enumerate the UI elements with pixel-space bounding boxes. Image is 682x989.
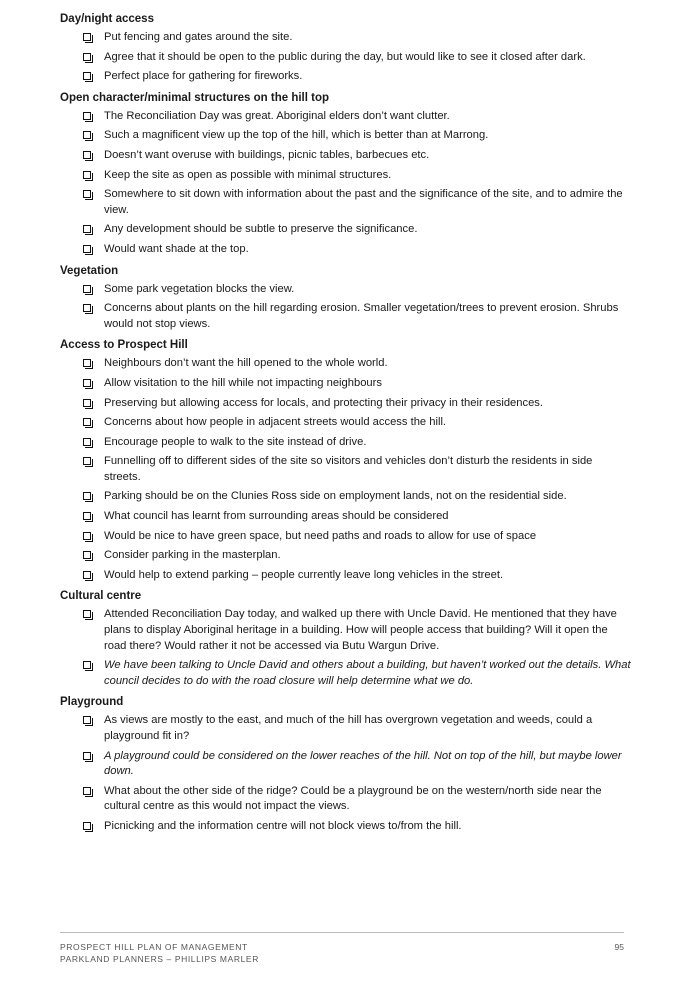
section-heading: Access to Prospect Hill <box>60 339 188 352</box>
list-item-text: Such a magnificent view up the top of the hill, which is better than at Marrong. <box>104 129 489 142</box>
list-item-text: Would be nice to have green space, but need paths and roads to allow for use of space <box>104 529 537 542</box>
list-item <box>60 396 632 412</box>
list-item-text: Keep the site as open as possible with minimal structures. <box>104 168 392 181</box>
bullet-list <box>60 282 632 333</box>
list-item-text: Encourage people to walk to the site instead of drive. <box>104 435 367 448</box>
list-item <box>60 529 632 545</box>
list-item-text: Concerns about how people in adjacent streets would access the hill. <box>104 416 447 429</box>
checkbox-bullet-icon <box>83 512 91 520</box>
checkbox-bullet-icon <box>83 225 91 233</box>
list-item <box>60 168 632 184</box>
list-item-text: What council has learnt from surrounding areas should be considered <box>104 510 449 523</box>
list-item <box>60 415 632 431</box>
list-item <box>60 568 632 584</box>
list-item-text: Parking should be on the Clunies Ross side on employment lands, not on the residential side. <box>104 490 567 503</box>
list-item-text: Neighbours don’t want the hill opened to the whole world. <box>104 357 388 370</box>
checkbox-bullet-icon <box>83 33 91 41</box>
checkbox-bullet-icon <box>83 359 91 367</box>
section <box>60 12 632 85</box>
bullet-list <box>60 356 632 583</box>
list-item-text: A playground could be considered on the lower reaches of the hill. Not on top of the hill, but maybe lower down. <box>104 749 622 778</box>
checkbox-bullet-icon <box>83 571 91 579</box>
list-item-text: As views are mostly to the east, and much of the hill has overgrown vegetation and weeds, could a playground fit in? <box>104 714 593 742</box>
checkbox-bullet-icon <box>83 787 91 795</box>
list-item <box>60 489 632 505</box>
list-item <box>60 128 632 144</box>
list-item <box>60 69 632 85</box>
list-item-text: Would help to extend parking – people currently leave long vehicles in the street. <box>104 568 504 581</box>
checkbox-bullet-icon <box>83 532 91 540</box>
list-item <box>60 242 632 258</box>
document-body <box>60 12 632 841</box>
checkbox-bullet-icon <box>83 661 91 669</box>
list-item-text: Perfect place for gathering for fireworks. <box>104 70 303 83</box>
checkbox-bullet-icon <box>83 379 91 387</box>
list-item <box>60 435 632 451</box>
list-item-text: Concerns about plants on the hill regarding erosion. Smaller vegetation/trees to prevent erosion. Shrubs would not stop views. <box>104 302 619 330</box>
checkbox-bullet-icon <box>83 112 91 120</box>
checkbox-bullet-icon <box>83 171 91 179</box>
list-item-text: Somewhere to sit down with information about the past and the significance of the site, and to admire the view. <box>104 188 623 216</box>
list-item <box>60 713 632 744</box>
list-item-text: The Reconciliation Day was great. Aboriginal elders don’t want clutter. <box>104 109 450 122</box>
checkbox-bullet-icon <box>83 610 91 618</box>
section-heading: Cultural centre <box>60 590 142 603</box>
checkbox-bullet-icon <box>83 285 91 293</box>
checkbox-bullet-icon <box>83 716 91 724</box>
list-item-text: Would want shade at the top. <box>104 242 249 255</box>
page-number: 95 <box>614 942 624 952</box>
list-item <box>60 301 632 332</box>
list-item <box>60 356 632 372</box>
bullet-list <box>60 30 632 85</box>
bullet-list <box>60 607 632 689</box>
list-item <box>60 819 632 835</box>
checkbox-bullet-icon <box>83 822 91 830</box>
checkbox-bullet-icon <box>83 245 91 253</box>
list-item <box>60 749 632 780</box>
checkbox-bullet-icon <box>83 492 91 500</box>
list-item-text: Allow visitation to the hill while not impacting neighbours <box>104 376 382 389</box>
checkbox-bullet-icon <box>83 151 91 159</box>
checkbox-bullet-icon <box>83 304 91 312</box>
section <box>60 264 632 333</box>
footer-author: PARKLAND PLANNERS – PHILLIPS MARLER <box>60 954 259 964</box>
list-item-text: Put fencing and gates around the site. <box>104 31 293 43</box>
section <box>60 338 632 583</box>
checkbox-bullet-icon <box>83 418 91 426</box>
list-item <box>60 454 632 485</box>
list-item-text: Doesn’t want overuse with buildings, picnic tables, barbecues etc. <box>104 148 430 161</box>
section <box>60 589 632 689</box>
list-item <box>60 222 632 238</box>
checkbox-bullet-icon <box>83 131 91 139</box>
checkbox-bullet-icon <box>83 190 91 198</box>
section-heading: Vegetation <box>60 264 119 277</box>
bullet-list <box>60 109 632 258</box>
checkbox-bullet-icon <box>83 399 91 407</box>
list-item <box>60 30 632 46</box>
list-item <box>60 784 632 815</box>
list-item <box>60 282 632 298</box>
list-item <box>60 548 632 564</box>
list-item-text: Funnelling off to different sides of the site so visitors and vehicles don’t disturb the residents in side streets. <box>104 455 593 483</box>
list-item-text: Some park vegetation blocks the view. <box>104 282 295 295</box>
list-item <box>60 658 632 689</box>
section <box>60 695 632 834</box>
list-item-text: Consider parking in the masterplan. <box>104 549 281 562</box>
section-heading: Playground <box>60 696 124 709</box>
list-item-text: Preserving but allowing access for locals, and protecting their privacy in their residences. <box>104 396 544 409</box>
list-item-text: Attended Reconciliation Day today, and walked up there with Uncle David. He mentioned that they have plans to display Aboriginal heritage in a building. How will people access that building? Will it open the road there? Would rather it not be accessed via Butu Wargun Drive. <box>104 608 617 652</box>
bullet-list <box>60 713 632 834</box>
list-item-text: Picnicking and the information centre will not block views to/from the hill. <box>104 819 462 832</box>
list-item <box>60 50 632 66</box>
list-item <box>60 376 632 392</box>
section-heading: Day/night access <box>60 13 154 25</box>
list-item-text: What about the other side of the ridge? Could be a playground be on the western/north side near the cultural centre as this would not impact the views. <box>104 784 602 813</box>
list-item <box>60 148 632 164</box>
checkbox-bullet-icon <box>83 551 91 559</box>
list-item <box>60 607 632 654</box>
checkbox-bullet-icon <box>83 752 91 760</box>
list-item <box>60 109 632 125</box>
footer-document-title: PROSPECT HILL PLAN OF MANAGEMENT <box>60 942 248 952</box>
list-item-text: Agree that it should be open to the public during the day, but would like to see it closed after dark. <box>104 50 586 63</box>
page-footer <box>60 932 624 965</box>
checkbox-bullet-icon <box>83 53 91 61</box>
list-item <box>60 509 632 525</box>
checkbox-bullet-icon <box>83 438 91 446</box>
checkbox-bullet-icon <box>83 457 91 465</box>
section <box>60 91 632 258</box>
list-item-text: Any development should be subtle to preserve the significance. <box>104 223 418 236</box>
section-heading: Open character/minimal structures on the hill top <box>60 91 330 104</box>
checkbox-bullet-icon <box>83 72 91 80</box>
list-item-text: We have been talking to Uncle David and others about a building, but haven’t worked out the details. What council decides to do with the road closure will help determine what we do. <box>104 659 631 687</box>
list-item <box>60 187 632 218</box>
